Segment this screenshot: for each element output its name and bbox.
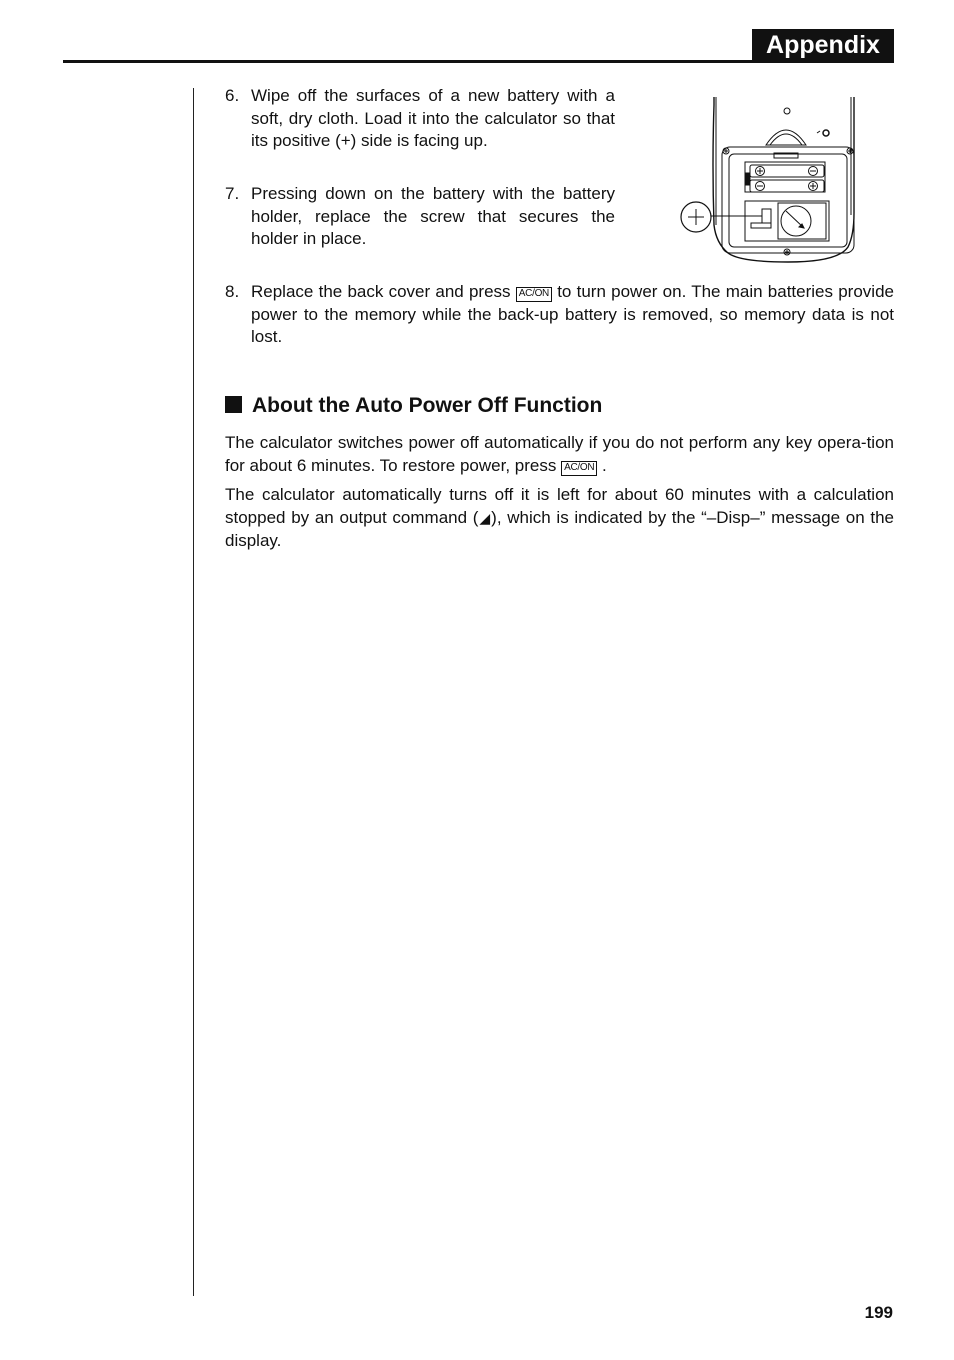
step-text-before-key: Replace the back cover and press — [251, 282, 511, 301]
step-number: 6. — [225, 86, 240, 105]
step-number: 8. — [225, 282, 240, 301]
ac-on-key-icon: AC/ON — [561, 461, 597, 476]
step-number: 7. — [225, 184, 240, 203]
ac-on-key-icon: AC/ON — [516, 287, 552, 302]
paragraph-disp-power-off — [225, 484, 894, 553]
step-text-after-key: to turn power on. The main batteries provide power to the memory while the back-up battery is removed, so memory data is not lost. — [251, 282, 894, 346]
step-text — [251, 281, 894, 349]
step-6 — [225, 85, 615, 153]
output-command-icon: ◢ — [478, 510, 492, 527]
margin-rule — [193, 88, 194, 1296]
paragraph-auto-power-off — [225, 432, 894, 477]
header-rule — [63, 60, 894, 63]
step-text: Wipe off the surfaces of a new battery with a soft, dry cloth. Load it into the calculator so that its positive (+) side is facing up. — [251, 86, 615, 150]
battery-compartment-diagram — [678, 95, 858, 267]
step-text: Pressing down on the battery with the battery holder, replace the screw that secures the holder in place. — [251, 184, 615, 248]
step-8 — [225, 281, 894, 349]
page-number: 199 — [864, 1303, 893, 1322]
square-bullet-icon — [225, 396, 242, 413]
section-tab: Appendix — [752, 29, 894, 63]
step-7 — [225, 183, 615, 251]
para2-text-after-symbol: ), which is indicated by the “–Disp–” message on the display. — [225, 507, 894, 550]
section-heading-text: About the Auto Power Off Function — [252, 394, 603, 417]
section-heading — [225, 392, 602, 420]
para1-text-before-key: The calculator switches power off automatically if you do not perform any key opera-tion for about 6 minutes. To restore power, press — [225, 433, 894, 475]
para2-text-before-symbol: The calculator automatically turns off it is left for about 60 minutes with a calculation stopped by an output command ( — [225, 485, 894, 527]
para1-text-after-key: . — [602, 455, 607, 475]
